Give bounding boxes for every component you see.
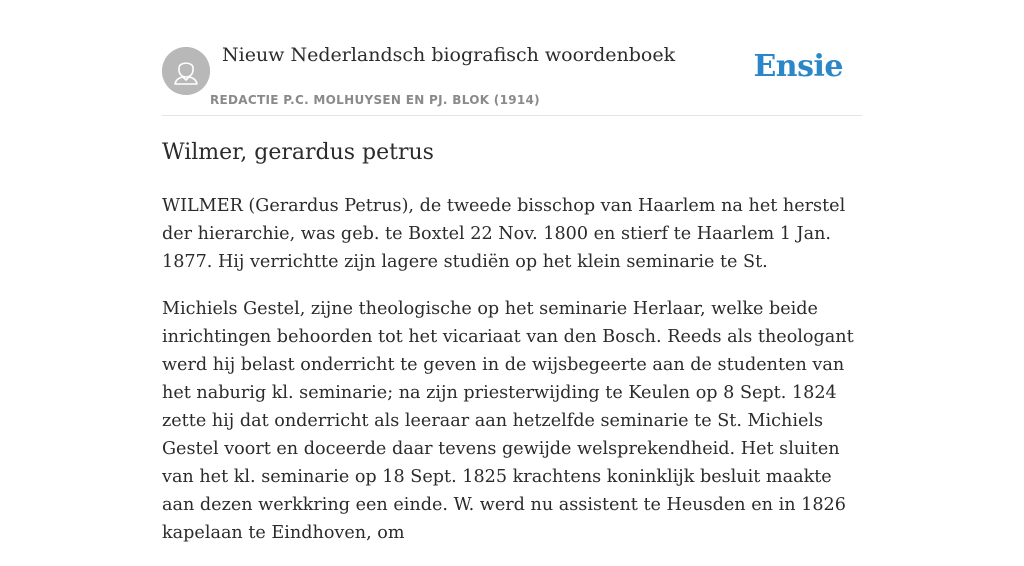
ensie-logo-link[interactable]: Ensie [753,49,843,84]
user-placeholder-icon [162,47,210,95]
entry-paragraph: WILMER (Gerardus Petrus), de tweede bisschop van Haarlem na het herstel der hierarchie, was geb. te Boxtel 22 Nov. 1800 en stierf te Haarlem 1 Jan. 1877. Hij verrichtte zijn lagere studiën op het klein seminarie te St. [162,196,846,272]
source-editors: REDACTIE P.C. MOLHUYSEN EN PJ. BLOK (1914) [210,93,540,107]
source-title[interactable]: Nieuw Nederlandsch biografisch woordenboek [222,44,676,66]
content-column [162,0,862,543]
entry-paragraph: Michiels Gestel, zijne theologische op het seminarie Herlaar, welke beide inrichtingen behoorden tot het vicariaat van den Bosch. Reeds als theologant werd hij belast onderricht te geven in de wijsbegeerte aan de studenten van het naburig kl. seminarie; na zijn priesterwijding te Keulen op 8 Sept. 1824 zette hij dat onderricht als leeraar aan hetzelfde seminarie te St. Michiels Gestel voort en doceerde daar tevens gewijde welsprekendheid. Het sluiten van het kl. seminarie op 18 Sept. 1825 krachtens koninklijk besluit maakte aan dezen werkkring een einde. W. werd nu assistent te Heusden en in 1826 kapelaan te Eindhoven, om [162,299,854,543]
entry-title: Wilmer, gerardus petrus [162,140,434,165]
entry-body [162,192,862,566]
source-header [162,0,862,116]
